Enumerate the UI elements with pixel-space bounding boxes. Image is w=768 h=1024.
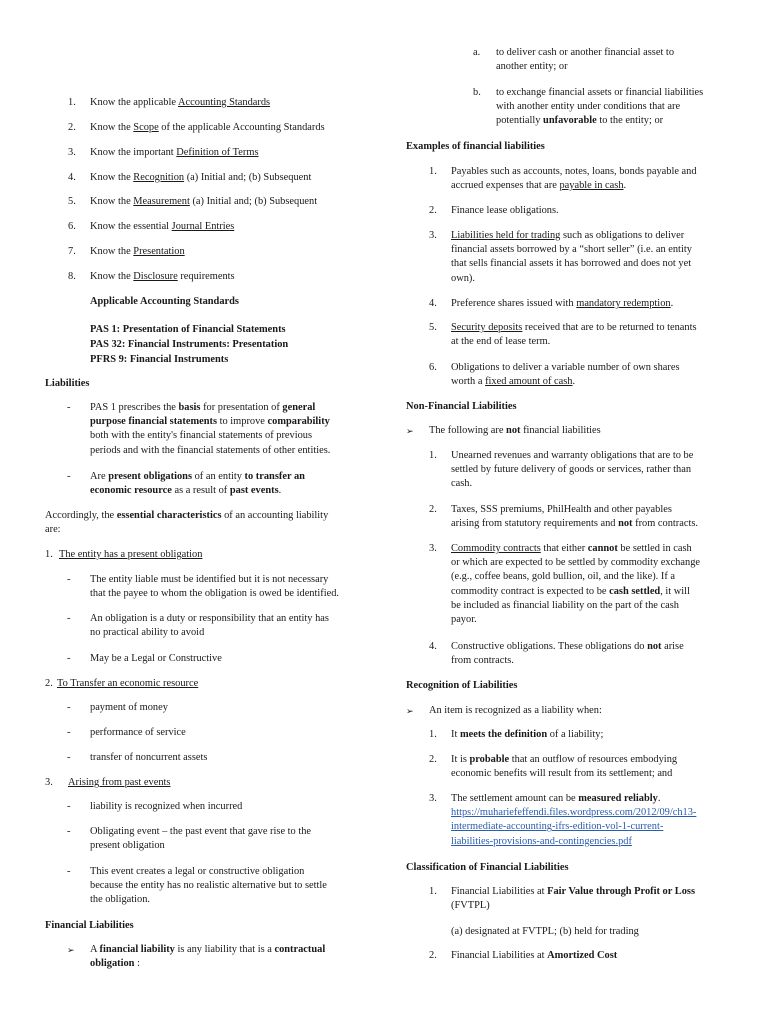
- step-link-text: Disclosure: [133, 271, 178, 282]
- text-line: another entity; or: [496, 61, 568, 73]
- bold-text: purpose financial statements: [90, 416, 217, 428]
- bullet-dash: -: [67, 702, 71, 713]
- bold-text: to transfer an: [244, 471, 305, 482]
- liabilities-heading: Liabilities: [45, 378, 90, 389]
- bold-text: not: [647, 641, 662, 652]
- examples-heading: Examples of financial liabilities: [406, 141, 545, 152]
- text: Constructive obligations. These obligations do: [451, 641, 648, 652]
- bold-text: contractual: [274, 944, 326, 955]
- text-line: This event creates a legal or constructive obligation: [90, 866, 305, 877]
- bullet-dash: -: [67, 866, 71, 877]
- text: .: [670, 298, 674, 309]
- text: to improve: [217, 416, 268, 428]
- char2-item: transfer of noncurrent assets: [90, 752, 208, 763]
- step-text-tail: (a) Initial and; (b) Subsequent: [184, 172, 312, 183]
- step-number: 8.: [68, 271, 76, 282]
- step-text: Know the essential: [90, 221, 172, 232]
- non-financial-intro: [429, 424, 601, 438]
- example-item: [451, 297, 673, 311]
- char-number: 2.: [45, 678, 53, 689]
- bold-text: essential characteristics: [116, 510, 222, 521]
- step-number: 3.: [68, 147, 76, 158]
- step-link-text: Measurement: [133, 196, 190, 207]
- text-line: to deliver cash or another financial asset to: [496, 47, 675, 58]
- bold-text: basis: [178, 402, 201, 413]
- text-line: the obligation.: [90, 894, 151, 906]
- financial-liability-definition: [90, 943, 325, 971]
- step-text: Know the important: [90, 147, 177, 158]
- text-line: cash.: [451, 478, 473, 490]
- step-number: 4.: [68, 172, 76, 183]
- step-text-tail: requirements: [177, 271, 235, 282]
- char-title: To Transfer an economic resource: [57, 678, 199, 689]
- char-title: The entity has a present obligation: [59, 549, 203, 560]
- text-line: from contracts.: [451, 655, 514, 667]
- text-line: or which are expected to be settled by commodity exchange: [451, 557, 700, 569]
- text-line: (FVTPL): [451, 900, 490, 912]
- recognition-item: [451, 753, 677, 781]
- char3-item: liability is recognized when incurred: [90, 801, 243, 812]
- list-number: 6.: [429, 362, 437, 373]
- bold-text: cash settled: [609, 585, 661, 597]
- text: Accordingly, the: [45, 510, 117, 521]
- text: The settlement amount can be: [451, 793, 579, 804]
- text: commodity contract is expected to be: [451, 585, 610, 597]
- text-line: that the payee to whom the obligation is owed be identified.: [90, 588, 340, 600]
- underlined-text: Security deposits: [451, 322, 523, 333]
- step-text: Know the: [90, 122, 134, 133]
- list-number: 3.: [429, 230, 437, 241]
- step-number: 6.: [68, 221, 76, 232]
- text-line: are:: [45, 524, 61, 536]
- text-line: both with the entity's financial statements of previous: [90, 430, 313, 442]
- text: is any liability that is a: [174, 944, 275, 955]
- arrow-bullet-icon: ➢: [406, 427, 414, 437]
- bold-text: meets the definition: [459, 729, 548, 740]
- bold-text: probable: [469, 754, 510, 765]
- char3-item: [90, 865, 327, 908]
- step-text: Know the: [90, 172, 134, 183]
- list-number: 3.: [429, 543, 437, 554]
- text: worth a: [451, 376, 486, 388]
- text: :: [134, 958, 140, 970]
- standard-item: PAS 1: Presentation of Financial Statements: [90, 324, 286, 335]
- bold-text: financial liability: [99, 944, 175, 955]
- text: for presentation of: [200, 402, 283, 413]
- text: financial liabilities: [520, 425, 601, 436]
- text: that either: [540, 543, 588, 554]
- text: Preference shares issued with: [451, 298, 577, 309]
- text: to the entity; or: [596, 115, 664, 127]
- non-financial-heading: Non-Financial Liabilities: [406, 401, 517, 412]
- bold-text: Amortized Cost: [547, 950, 618, 961]
- text: It is: [451, 754, 470, 765]
- text-line: Unearned revenues and warranty obligations that are to be: [451, 450, 694, 461]
- non-financial-item: [451, 542, 700, 627]
- contract-item: [496, 46, 674, 74]
- classification-heading: Classification of Financial Liabilities: [406, 862, 569, 873]
- text: , it will: [660, 585, 690, 597]
- underlined-text: mandatory redemption: [576, 298, 671, 309]
- list-number: 4.: [429, 641, 437, 652]
- text: that an outflow of resources embodying: [509, 754, 678, 765]
- text: The following are: [429, 425, 507, 436]
- list-number: 1.: [429, 166, 437, 177]
- step-link-text: Recognition: [133, 172, 185, 183]
- bold-text: unfavorable: [543, 115, 597, 127]
- classification-item: [451, 949, 617, 963]
- text-line: (e.g., coffee beans, gold bullion, oil, and the like). If a: [451, 571, 676, 583]
- text-line: own).: [451, 272, 475, 284]
- underlined-text: fixed amount of cash: [485, 376, 573, 388]
- bullet-dash: -: [67, 574, 71, 585]
- underlined-text: Liabilities held for trading: [451, 230, 561, 241]
- bullet-dash: -: [67, 801, 71, 812]
- text: from contracts.: [632, 518, 699, 530]
- step-link-text: Scope: [133, 122, 159, 133]
- list-number: 5.: [429, 322, 437, 333]
- char-number: 3.: [45, 777, 53, 788]
- standard-item: PAS 32: Financial Instruments: Presentation: [90, 339, 289, 350]
- step-link-text: Journal Entries: [171, 221, 235, 232]
- text-line: economic benefits will result from its settlement; and: [451, 768, 673, 780]
- arrow-bullet-icon: ➢: [67, 946, 75, 956]
- char1-item: May be a Legal or Constructive: [90, 653, 222, 664]
- non-financial-item: [451, 503, 698, 531]
- bullet-dash: -: [67, 402, 71, 413]
- recognition-item: [451, 728, 603, 742]
- step-link-text: Accounting Standards: [178, 97, 271, 108]
- bullet-dash: -: [67, 752, 71, 763]
- classification-subitem: (a) designated at FVTPL; (b) held for trading: [451, 926, 639, 937]
- text: received that are to be returned to tenants: [522, 322, 697, 333]
- reference-link[interactable]: intermediate-accounting-ifrs-edition-vol-1-current-: [451, 821, 664, 833]
- text-line: to exchange financial assets or financial liabilities: [496, 87, 704, 98]
- text: .: [623, 180, 627, 192]
- bold-text: not: [506, 425, 521, 436]
- standards-title: Applicable Accounting Standards: [90, 296, 239, 307]
- text-line: no practical ability to avoid: [90, 627, 205, 639]
- text: as a result of: [171, 485, 230, 497]
- char-title: Arising from past events: [68, 777, 171, 788]
- text-line: because the entity has no realistic alternative but to settle: [90, 880, 327, 892]
- bullet-dash: -: [67, 826, 71, 837]
- bold-text: obligation: [90, 958, 135, 970]
- step-number: 2.: [68, 122, 76, 133]
- char-number: 1.: [45, 549, 53, 560]
- example-item: [451, 229, 692, 286]
- list-letter: a.: [473, 47, 481, 58]
- list-number: 3.: [429, 793, 437, 804]
- text: arising from statutory requirements and: [451, 518, 619, 530]
- bold-text: economic resource: [90, 485, 172, 497]
- char1-item: [90, 612, 329, 640]
- text-line: Payables such as accounts, notes, loans, bonds payable and: [451, 166, 697, 177]
- reference-link[interactable]: https://muhariefeffendi.files.wordpress.com/2012/09/ch13-: [451, 807, 697, 819]
- bullet-dash: -: [67, 653, 71, 664]
- text-line: Obligating event – the past event that gave rise to the: [90, 826, 312, 837]
- recognition-item: [451, 792, 696, 849]
- step-text-tail: (a) Initial and; (b) Subsequent: [189, 196, 318, 207]
- text-line: periods and with the financial statements of other entities.: [90, 444, 331, 456]
- step-link-text: Definition of Terms: [176, 147, 259, 158]
- char3-item: [90, 825, 311, 853]
- list-number: 1.: [429, 729, 437, 740]
- text-line: Obligations to deliver a variable number of own shares: [451, 362, 680, 373]
- text-line: The entity liable must be identified but it is not necessary: [90, 574, 329, 585]
- text: of a liability;: [547, 729, 604, 740]
- bullet-dash: -: [67, 613, 71, 624]
- bullet-dash: -: [67, 727, 71, 738]
- text: .: [657, 793, 661, 804]
- bold-text: measured reliably: [578, 793, 658, 804]
- step-text: Know the: [90, 246, 134, 257]
- step-text: Know the applicable: [90, 97, 179, 108]
- text-line: that sells financial assets it has borrowed and does not yet: [451, 258, 692, 270]
- step-number: 7.: [68, 246, 76, 257]
- step-number: 1.: [68, 97, 76, 108]
- text: such as obligations to deliver: [560, 230, 685, 241]
- text: .: [572, 376, 576, 388]
- text-line: be included as financial liability on the part of the cash: [451, 599, 679, 611]
- example-item: [451, 165, 697, 193]
- recognition-heading: Recognition of Liabilities: [406, 680, 518, 691]
- char2-item: payment of money: [90, 702, 168, 713]
- recognition-intro: An item is recognized as a liability when:: [429, 705, 602, 716]
- bold-text: general: [282, 402, 316, 413]
- text: of an accounting liability: [221, 510, 329, 521]
- text-line: payor.: [451, 614, 477, 626]
- text-line: present obligation: [90, 840, 165, 852]
- arrow-bullet-icon: ➢: [406, 707, 414, 717]
- list-number: 4.: [429, 298, 437, 309]
- text: A: [90, 944, 100, 955]
- bold-text: Fair Value through Profit or Loss: [547, 886, 695, 897]
- text: Financial Liabilities at: [451, 886, 548, 897]
- accordingly-paragraph: [45, 509, 328, 537]
- text: of an entity: [192, 471, 245, 482]
- list-number: 1.: [429, 450, 437, 461]
- step-text-tail: of the applicable Accounting Standards: [158, 122, 325, 133]
- step-text: Know the: [90, 196, 134, 207]
- reference-link[interactable]: liabilities-provisions-and-contingencies.pdf: [451, 835, 632, 847]
- non-financial-item: [451, 640, 684, 668]
- bold-text: comparability: [267, 416, 330, 428]
- list-number: 2.: [429, 754, 437, 765]
- step-number: 5.: [68, 196, 76, 207]
- char1-item: [90, 573, 339, 601]
- text: potentially: [496, 115, 544, 127]
- present-obligations-paragraph: [90, 470, 305, 498]
- example-item: [451, 321, 697, 349]
- step-link-text: Presentation: [133, 246, 185, 257]
- bold-text: past events: [229, 485, 279, 497]
- text-line: settled by future delivery of goods or services, rather than: [451, 464, 692, 476]
- list-number: 2.: [429, 950, 437, 961]
- underlined-text: payable in cash: [559, 180, 624, 192]
- step-text: Know the: [90, 271, 134, 282]
- bullet-dash: -: [67, 471, 71, 482]
- financial-liabilities-heading: Financial Liabilities: [45, 920, 134, 931]
- text-line: An obligation is a duty or responsibility that an entity has: [90, 613, 329, 624]
- text-line: at the end of lease term.: [451, 336, 551, 348]
- text-line: Taxes, SSS premiums, PhilHealth and other payables: [451, 504, 672, 515]
- char2-item: performance of service: [90, 727, 186, 738]
- example-item: [451, 361, 680, 389]
- text: .: [278, 485, 282, 497]
- underlined-text: Commodity contracts: [451, 543, 541, 554]
- text: be settled in cash: [617, 543, 692, 554]
- bold-text: present obligations: [108, 471, 192, 482]
- list-number: 1.: [429, 886, 437, 897]
- text: Are: [90, 471, 109, 482]
- classification-item: [451, 885, 695, 913]
- example-item: Finance lease obligations.: [451, 205, 559, 216]
- text: Financial Liabilities at: [451, 950, 548, 961]
- text: accrued expenses that are: [451, 180, 560, 192]
- non-financial-item: [451, 449, 693, 492]
- text: arise: [661, 641, 684, 652]
- list-number: 2.: [429, 205, 437, 216]
- bold-text: cannot: [587, 543, 618, 554]
- pas1-paragraph: [90, 401, 330, 458]
- text-line: financial assets borrowed by a “short seller” (i.e. an entity: [451, 244, 692, 256]
- text: PAS 1 prescribes the: [90, 402, 179, 413]
- standard-item: PFRS 9: Financial Instruments: [90, 354, 229, 365]
- bold-text: not: [618, 518, 633, 530]
- contract-item: [496, 86, 703, 129]
- list-letter: b.: [473, 87, 481, 98]
- text-line: with another entity under conditions that are: [496, 101, 681, 113]
- list-number: 2.: [429, 504, 437, 515]
- text: It: [451, 729, 460, 740]
